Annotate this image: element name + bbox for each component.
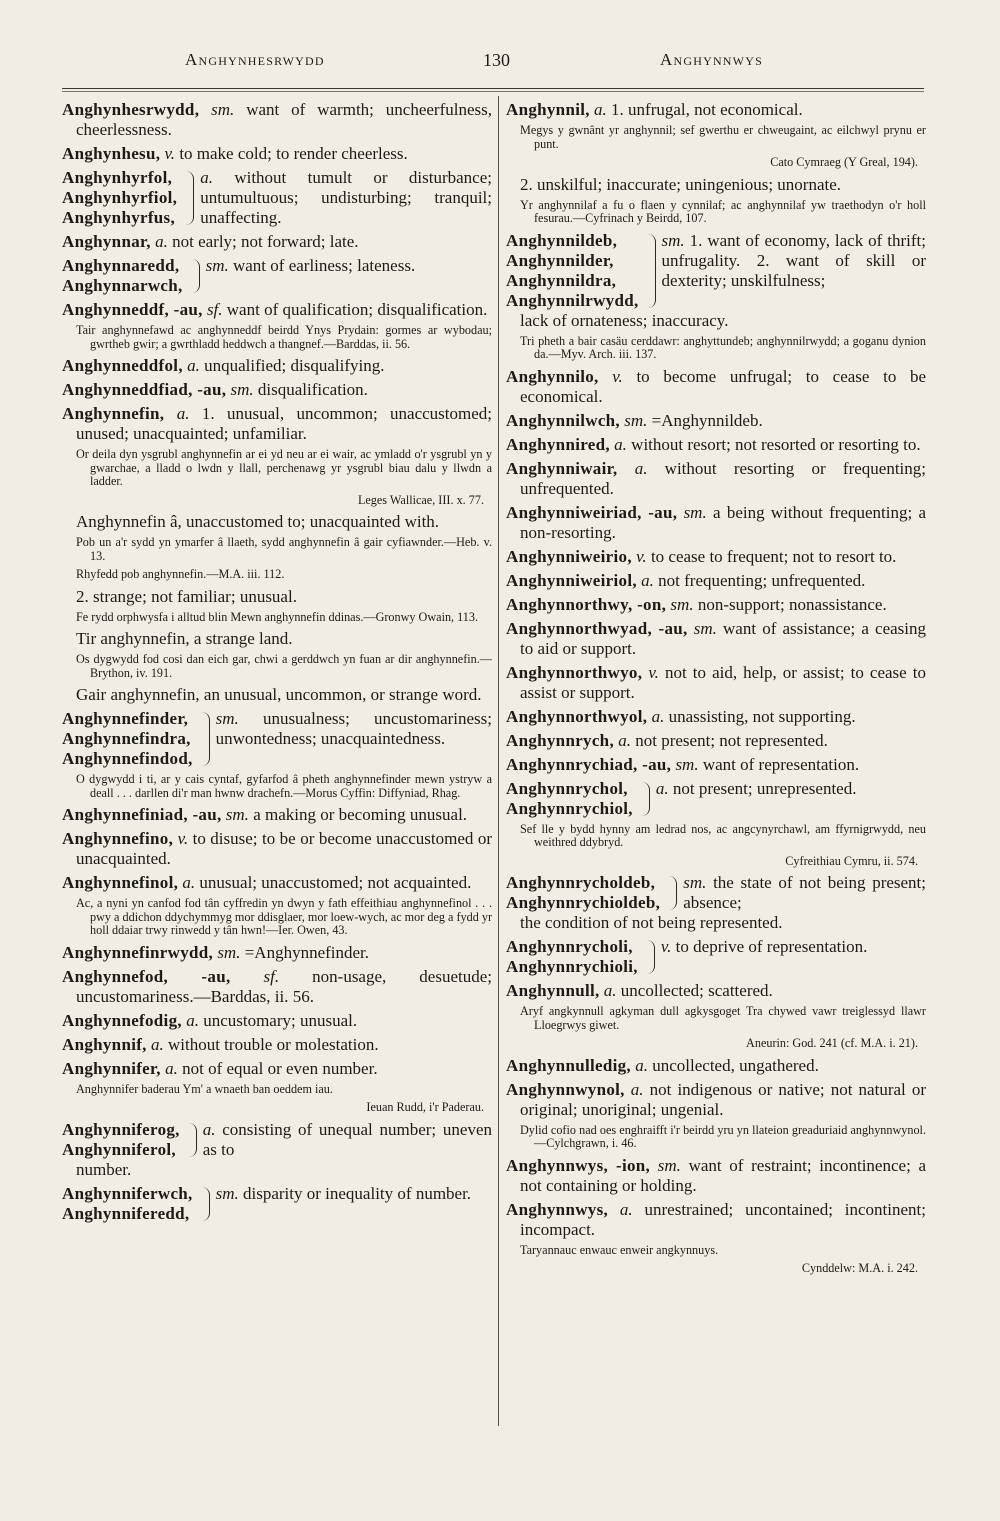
headword: Anghynnildeb, xyxy=(506,230,618,250)
dictionary-entry xyxy=(62,100,492,140)
dictionary-entry xyxy=(506,619,926,659)
headword: Anghynniweiriol, xyxy=(506,570,637,590)
dictionary-entry xyxy=(62,943,492,963)
quotation: Or deila dyn ysgrubl anghynnefin ar ei yd neu ar ei wair, ac ymladd o'r ysgrubl yn y gwarchae, a lladd o lwdn y llall, perchenawg yr ysgrubl biau dalu y llwdn a ladder. xyxy=(76,447,492,488)
part-of-speech: a. xyxy=(641,570,654,590)
definition: not present; unrepresented. xyxy=(672,778,857,798)
dictionary-entry xyxy=(62,144,492,164)
definition: disparity or inequality of number. xyxy=(243,1183,472,1203)
quotation-source: Cyfreithiau Cymru, ii. 574. xyxy=(785,853,918,868)
headword: Anghynnorthwyad, -au, xyxy=(506,618,688,638)
grouped-entry xyxy=(62,1184,492,1224)
headword: Anghynnefin, xyxy=(62,404,165,423)
definition-block xyxy=(206,256,492,296)
definition-block xyxy=(683,873,926,913)
headword: Anghynnrychioldeb, xyxy=(506,893,661,912)
part-of-speech: a. xyxy=(155,232,168,251)
headword: Anghynhyrfiol, xyxy=(62,188,178,207)
grouped-entry-wrapper xyxy=(506,231,926,331)
dictionary-entry xyxy=(506,503,926,543)
headword: Anghynneddf, -au, xyxy=(62,300,203,319)
dictionary-entry xyxy=(506,981,926,1001)
dictionary-entry xyxy=(506,367,926,407)
quotation: O dygwydd i ti, ar y cais cyntaf, gyfarfod â pheth anghynnefinder mewn ystryw a deall . . . darllen di'r man hwnw drachefn.—Morus Cyffin: Diffyniad, Rhag. xyxy=(76,772,492,800)
part-of-speech: sm. xyxy=(217,942,241,962)
dictionary-entry xyxy=(62,300,492,320)
headword: Anghynhesrwydd, xyxy=(62,100,200,119)
dictionary-entry xyxy=(506,459,926,499)
definition: =Anghynnefinder. xyxy=(244,942,370,962)
brace xyxy=(640,940,655,974)
headword: Anghynnildra, xyxy=(506,270,617,290)
headword: Anghynnif, xyxy=(62,1034,147,1054)
headword: Anghynnrycholi, xyxy=(506,937,633,956)
headword: Anghynnefinder, xyxy=(62,709,189,728)
definition: 1. unfrugal, not economical. xyxy=(611,100,803,119)
headword: Anghynnrychol, xyxy=(506,778,628,798)
definition: uncollected; scattered. xyxy=(620,981,773,1000)
part-of-speech: a. xyxy=(614,434,627,454)
headword: Anghynhyrfol, xyxy=(62,168,173,187)
definition: not of equal or even number. xyxy=(182,1058,378,1078)
headword: Anghynnrych, xyxy=(506,730,614,750)
headword: Anghynnefodig, xyxy=(62,1010,182,1030)
headword-group xyxy=(62,1120,180,1160)
part-of-speech: v. xyxy=(164,144,176,163)
headword: Anghynneddfol, xyxy=(62,356,183,375)
dictionary-entry xyxy=(506,595,926,615)
part-of-speech: a. xyxy=(603,981,617,1000)
definition: a making or becoming unusual. xyxy=(253,805,468,824)
header-rule xyxy=(62,88,924,89)
definition-block xyxy=(216,709,492,769)
part-of-speech: v. xyxy=(612,366,623,386)
part-of-speech: v. xyxy=(648,662,659,682)
grouped-entry xyxy=(506,937,926,977)
grouped-entry-wrapper xyxy=(62,1184,492,1224)
definition: consisting of unequal number; uneven as to xyxy=(202,1119,493,1159)
quotation-source: Cynddelw: M.A. i. 242. xyxy=(801,1261,918,1275)
grouped-entry xyxy=(62,1120,492,1160)
dictionary-entry xyxy=(62,232,492,252)
running-head-left: Anghynhesrwydd xyxy=(185,50,325,69)
definition: disqualification. xyxy=(257,380,368,399)
definition: want of warmth; uncheerfulness, cheerlessness. xyxy=(76,100,492,139)
part-of-speech: a. xyxy=(618,730,631,750)
quotation: Aryf angkynnull agkyman dull agkysgoget Tra chywed vawr treiglessyd llawr Lloegrwys giwet. xyxy=(520,1004,926,1032)
definition: want of earliness; lateness. xyxy=(232,256,416,275)
definition-block xyxy=(216,1184,492,1224)
dictionary-entry xyxy=(506,1156,926,1196)
quotation: Fe rydd orphwysfa i alltud blin Mewn anghynnefin ddinas.—Gronwy Owain, 113. xyxy=(76,609,479,624)
headword: Anghynnulledig, xyxy=(506,1055,631,1075)
part-of-speech: sm. xyxy=(657,1155,681,1175)
part-of-speech: sm. xyxy=(225,805,249,824)
definition: without resort; not resorted or resorting to. xyxy=(631,434,921,454)
headword: Anghynnifer, xyxy=(62,1058,161,1078)
definition-continuation: lack of ornateness; inaccuracy. xyxy=(520,310,729,330)
headword: Anghynniferwch, xyxy=(62,1183,193,1203)
sub-sense: 2. unskilful; inaccurate; uningenious; unornate. xyxy=(520,174,842,194)
definition: want of restraint; incontinence; a not containing or holding. xyxy=(520,1155,927,1195)
headword: Anghynnefinol, xyxy=(62,873,179,892)
definition: without resorting or frequenting; unfrequented. xyxy=(520,458,926,498)
part-of-speech: v. xyxy=(660,937,672,956)
definition: to disuse; to be or become unaccustomed or unacquainted. xyxy=(76,829,493,868)
headword: Anghynnorthwy, -on, xyxy=(506,594,667,614)
dictionary-entry xyxy=(62,1035,492,1055)
headword: Anghynnilder, xyxy=(506,250,614,270)
headword: Anghynnrychiol, xyxy=(506,798,633,818)
brace xyxy=(185,259,200,293)
definition: want of qualification; disqualification. xyxy=(226,300,488,319)
headword: Anghynnaredd, xyxy=(62,256,180,275)
sub-sense: Gair anghynnefin, an unusual, uncommon, or strange word. xyxy=(76,685,482,704)
definition: the state of not being present; absence; xyxy=(683,873,927,912)
part-of-speech: a. xyxy=(655,778,669,798)
part-of-speech: a. xyxy=(651,706,665,726)
brace xyxy=(641,234,656,308)
grouped-entry-wrapper xyxy=(62,256,492,296)
part-of-speech: a. xyxy=(186,1010,199,1030)
quotation-source: Aneurin: God. 241 (cf. M.A. i. 21). xyxy=(746,1036,918,1050)
quotation: Tri pheth a bair casäu cerddawr: anghyttundeb; anghynnilrwydd; a goganu dynion da.—Myv. Arch. iii. 137. xyxy=(520,333,926,361)
dictionary-entry xyxy=(62,404,492,444)
part-of-speech: a. xyxy=(182,873,196,892)
part-of-speech: sm. xyxy=(675,754,699,774)
definition-block xyxy=(661,937,926,977)
quotation: Yr anghynnilaf a fu o flaen y cynnilaf; ac anghynnilaf yw traethodyn o'r holl fesurau.—Cyfrinach y Beirdd, 107. xyxy=(520,197,926,225)
grouped-entry xyxy=(62,168,492,228)
part-of-speech: sm. xyxy=(693,618,717,638)
part-of-speech: a. xyxy=(176,404,190,423)
definition: non-support; nonassistance. xyxy=(697,594,887,614)
dictionary-entry xyxy=(506,755,926,775)
part-of-speech: a. xyxy=(187,356,200,375)
part-of-speech: sm. xyxy=(211,100,235,119)
grouped-entry xyxy=(62,256,492,296)
part-of-speech: sm. xyxy=(670,594,694,614)
quotation: Rhyfedd pob anghynnefin.—M.A. iii. 112. xyxy=(76,567,285,581)
brace xyxy=(635,782,650,816)
headword: Anghynniweirio, xyxy=(506,546,632,566)
headword-group xyxy=(506,873,660,913)
running-head-right: Anghynnwys xyxy=(660,50,763,69)
dictionary-entry xyxy=(62,805,492,825)
dictionary-entry xyxy=(506,731,926,751)
dictionary-entry xyxy=(506,435,926,455)
part-of-speech: sm. xyxy=(215,709,239,728)
grouped-entry xyxy=(62,709,492,769)
headword: Anghynnwys, xyxy=(506,1199,609,1219)
headword: Anghynniwair, xyxy=(506,458,618,478)
headword: Anghynniferog, xyxy=(62,1119,180,1139)
dictionary-entry xyxy=(62,829,492,869)
quotation: Megys y gwnânt yr anghynnil; sef gwerthu er chweugaint, ac eilchwyl prynu er punt. xyxy=(520,123,926,151)
grouped-entry-wrapper xyxy=(506,937,926,977)
headword-group xyxy=(62,256,183,296)
brace xyxy=(195,712,210,766)
definition-block xyxy=(200,168,492,228)
definition: 1. want of economy, lack of thrift; unfrugality. 2. want of skill or dexterity; unskilfulness; xyxy=(661,230,927,290)
definition: without trouble or molestation. xyxy=(167,1034,379,1054)
headword-group xyxy=(62,1184,193,1224)
left-column xyxy=(62,100,492,1228)
definition: to make cold; to render cheerless. xyxy=(179,144,408,163)
dictionary-entry xyxy=(506,663,926,703)
definition: unusual; unaccustomed; not acquainted. xyxy=(199,873,472,892)
definition: not to aid, help, or assist; to cease to assist or support. xyxy=(520,662,927,702)
dictionary-entry xyxy=(62,380,492,400)
grouped-entry-wrapper xyxy=(62,1120,492,1180)
quotation: Os dygwydd fod cosi dan eich gar, chwi a gerddwch yn fuan ar dir anghynnefin.—Brython, iv. 191. xyxy=(76,652,492,680)
definition: to deprive of representation. xyxy=(675,937,868,956)
headword: Anghynnefiniad, -au, xyxy=(62,805,222,824)
sub-sense: Anghynnefin â, unaccustomed to; unacquainted with. xyxy=(76,512,440,531)
part-of-speech: sm. xyxy=(205,256,229,275)
dictionary-entry xyxy=(506,1200,926,1240)
headword: Anghynnil, xyxy=(506,100,590,119)
header-rule-thin xyxy=(62,91,924,92)
definition: want of representation. xyxy=(702,754,860,774)
part-of-speech: a. xyxy=(200,168,213,187)
definition: unrestrained; uncontained; incontinent; incompact. xyxy=(520,1199,926,1239)
part-of-speech: sm. xyxy=(661,230,685,250)
column-divider xyxy=(498,96,499,1426)
headword: Anghynnrychioli, xyxy=(506,957,638,976)
definition: a being without frequenting; a non-resorting. xyxy=(520,502,926,542)
part-of-speech: sf. xyxy=(263,966,280,986)
headword: Anghynhesu, xyxy=(62,144,161,163)
definition: unqualified; disqualifying. xyxy=(204,356,385,375)
definition-block xyxy=(203,1120,492,1160)
headword: Anghynnilrwydd, xyxy=(506,290,639,310)
headword: Anghynneddfiad, -au, xyxy=(62,380,227,399)
quotation: Tair anghynnefawd ac anghynneddf beirdd Ynys Prydain: gormes ar wybodau; gwrtheb gwir; a gwrthladd heddwch a thangnef.—Barddas, ii. 56. xyxy=(76,323,492,351)
part-of-speech: a. xyxy=(594,100,607,119)
grouped-entry xyxy=(506,779,926,819)
brace xyxy=(195,1187,210,1221)
headword: Anghynnefindod, xyxy=(62,749,193,768)
headword: Anghynnefod, -au, xyxy=(62,966,231,986)
grouped-entry-wrapper xyxy=(506,873,926,933)
brace xyxy=(662,876,677,910)
definition: =Anghynnildeb. xyxy=(651,410,763,430)
quotation-source: Ieuan Rudd, i'r Paderau. xyxy=(366,1100,484,1114)
quotation: Anghynnifer baderau Ym' a wnaeth ban oeddem iau. xyxy=(76,1081,333,1096)
definition-continuation: the condition of not being represented. xyxy=(520,913,783,932)
headword: Anghynnrycholdeb, xyxy=(506,873,656,892)
dictionary-entry xyxy=(62,967,492,1007)
headword-group xyxy=(506,231,639,311)
part-of-speech: v. xyxy=(177,829,189,848)
part-of-speech: a. xyxy=(202,1119,216,1139)
quotation-source: Cato Cymraeg (Y Greal, 194). xyxy=(770,155,918,169)
dictionary-entry xyxy=(506,1080,926,1120)
headword: Anghynhyrfus, xyxy=(62,208,176,227)
headword: Anghynniweiriad, -au, xyxy=(506,502,678,522)
definition: not indigenous or native; not natural or original; unoriginal; ungenial. xyxy=(520,1079,927,1119)
grouped-entry-wrapper xyxy=(506,779,926,819)
quotation: Ac, a nyni yn canfod fod tân cyffredin yn dwyn y fath effeithiau anghynnefinol . . . pwy a ddichon ddychymmyg mor ddisglaer, mor loew-wych, ac mor deg a fydd yr holl ddaiar trwy rinwedd y tân hwn!—Ier. Owen, 43. xyxy=(76,896,492,937)
definition-block xyxy=(662,231,926,311)
dictionary-entry xyxy=(506,571,926,591)
headword: Anghynnarwch, xyxy=(62,276,183,295)
headword: Anghynnorthwyol, xyxy=(506,706,648,726)
headword: Anghynnrychiad, -au, xyxy=(506,754,672,774)
grouped-entry-wrapper xyxy=(62,168,492,228)
dictionary-entry xyxy=(506,411,926,431)
brace xyxy=(179,171,194,225)
part-of-speech: sm. xyxy=(624,410,648,430)
headword: Anghynniferol, xyxy=(62,1139,176,1159)
quotation: Taryannauc enwauc enweir angkynnuys. xyxy=(520,1242,719,1257)
right-column xyxy=(506,100,926,1281)
part-of-speech: a. xyxy=(165,1058,178,1078)
dictionary-entry xyxy=(62,1011,492,1031)
definition: unassisting, not supporting. xyxy=(668,706,856,726)
definition: to become unfrugal; to cease to be economical. xyxy=(520,366,927,406)
page-number: 130 xyxy=(483,50,510,70)
quotation: Sef lle y bydd hynny am ledrad nos, ac angcynyrchawl, am ffyrnigrwydd, neu weithred ddybryd. xyxy=(520,821,926,849)
grouped-entry xyxy=(506,231,926,311)
dictionary-entry xyxy=(506,100,926,120)
definition: unusualness; uncustomariness; unwontedness; unacquaintedness. xyxy=(215,709,492,748)
dictionary-entry xyxy=(62,1059,492,1079)
headword: Anghynnefinrwydd, xyxy=(62,942,214,962)
headword: Anghynnwynol, xyxy=(506,1079,625,1099)
headword: Anghynnilwch, xyxy=(506,410,620,430)
dictionary-entry xyxy=(62,873,492,893)
quotation-source: Leges Wallicae, III. x. 77. xyxy=(357,492,484,507)
headword: Anghynnull, xyxy=(506,981,600,1000)
part-of-speech: a. xyxy=(630,1079,644,1099)
headword: Anghynnwys, -ion, xyxy=(506,1155,651,1175)
sub-sense: Tir anghynnefin, a strange land. xyxy=(76,629,293,648)
headword: Anghynnilo, xyxy=(506,366,599,386)
headword-group xyxy=(506,937,638,977)
definition: want of assistance; a ceasing to aid or support. xyxy=(520,618,927,658)
part-of-speech: v. xyxy=(636,546,647,566)
part-of-speech: a. xyxy=(635,1055,648,1075)
definition: uncollected, ungathered. xyxy=(652,1055,819,1075)
sub-sense: 2. strange; not familiar; unusual. xyxy=(76,586,297,606)
page-header xyxy=(0,50,1000,76)
definition: without tumult or disturbance; untumultuous; undisturbing; tranquil; unaffecting. xyxy=(200,168,493,227)
grouped-entry-wrapper xyxy=(62,709,492,769)
definition: to cease to frequent; not to resort to. xyxy=(650,546,897,566)
headword: Anghynnefino, xyxy=(62,829,174,848)
dictionary-entry xyxy=(62,356,492,376)
headword-group xyxy=(62,709,193,769)
headword-group xyxy=(506,779,633,819)
dictionary-entry xyxy=(506,1056,926,1076)
brace xyxy=(182,1123,197,1157)
grouped-entry xyxy=(506,873,926,913)
part-of-speech: a. xyxy=(150,1034,164,1054)
definition-continuation: number. xyxy=(76,1159,132,1179)
headword: Anghynnired, xyxy=(506,434,610,454)
definition: uncustomary; unusual. xyxy=(203,1010,358,1030)
headword: Anghynniferedd, xyxy=(62,1203,190,1223)
headword: Anghynnefindra, xyxy=(62,729,191,748)
part-of-speech: a. xyxy=(619,1199,633,1219)
quotation: Dylid cofio nad oes enghraifft i'r beirdd yru yn llateion greaduriaid anghynnwynol.—Cylchgrawn, i. 46. xyxy=(520,1122,926,1150)
definition: not early; not forward; late. xyxy=(172,232,359,251)
definition: non-usage, desuetude; uncustomariness.—Barddas, ii. 56. xyxy=(76,966,492,1006)
headword: Anghynnar, xyxy=(62,232,151,251)
dictionary-entry xyxy=(506,547,926,567)
quotation: Pob un a'r sydd yn ymarfer â llaeth, sydd anghynnefin â gair cyfiawnder.—Heb. v. 13. xyxy=(76,535,492,563)
definition: not frequenting; unfrequented. xyxy=(658,570,866,590)
part-of-speech: sm. xyxy=(230,380,254,399)
dictionary-entry xyxy=(506,707,926,727)
part-of-speech: sm. xyxy=(683,873,707,892)
headword: Anghynnorthwyo, xyxy=(506,662,643,682)
headword-group xyxy=(62,168,177,228)
part-of-speech: sf. xyxy=(206,300,223,319)
definition-block xyxy=(656,779,926,819)
definition: 1. unusual, uncommon; unaccustomed; unused; unacquainted; unfamiliar. xyxy=(76,404,493,443)
part-of-speech: sm. xyxy=(215,1183,239,1203)
part-of-speech: sm. xyxy=(683,502,707,522)
definition: not present; not represented. xyxy=(635,730,828,750)
part-of-speech: a. xyxy=(634,458,648,478)
